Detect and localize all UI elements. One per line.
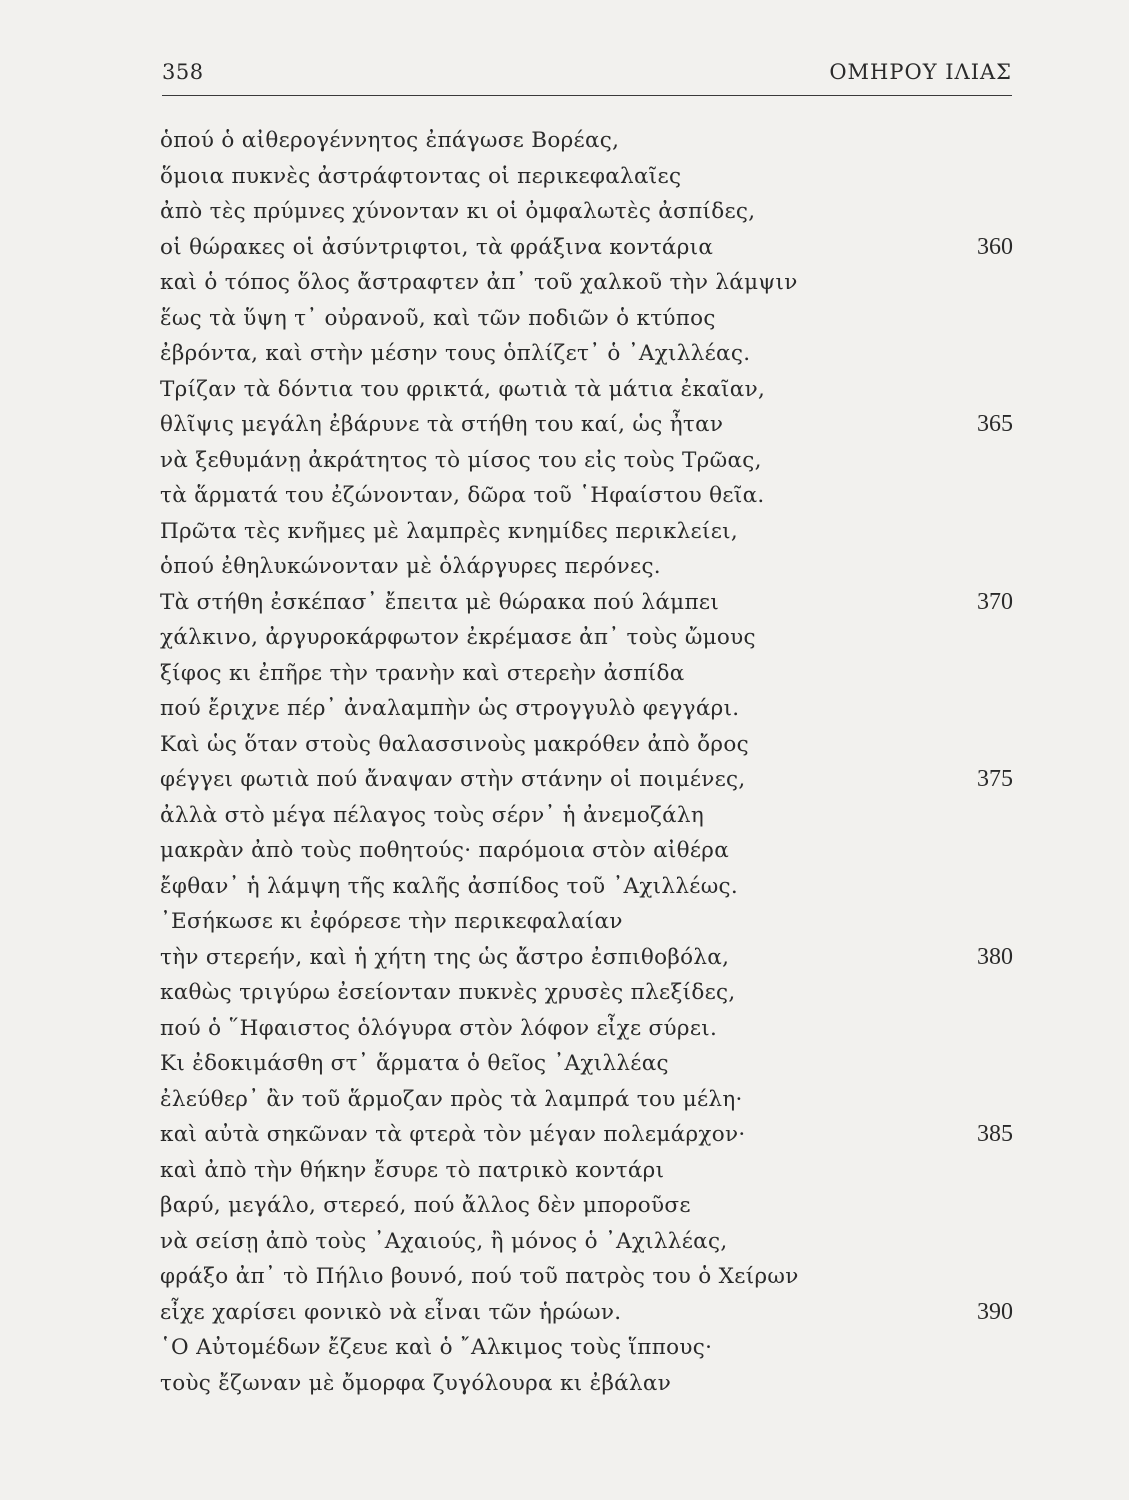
verse-line xyxy=(160,833,1015,869)
page-header xyxy=(162,56,1012,96)
verse-text: μακρὰν ἀπὸ τοὺς ποθητούς· παρόμοια στὸν αἰθέρα xyxy=(160,838,730,863)
verse-text: ὅμοια πυκνὲς ἀστράφτοντας οἱ περικεφαλαῖες xyxy=(160,163,682,189)
verse-text: βαρύ, μεγάλο, στερεό, πού ἄλλος δὲν μποροῦσε xyxy=(160,1193,691,1218)
verse-text: Τὰ στήθη ἐσκέπασ᾽ ἔπειτα μὲ θώρακα πού λάμπει xyxy=(160,589,720,615)
verse-text: οἱ θώρακες οἱ ἀσύντριφτοι, τὰ φράξινα κοντάρια xyxy=(160,234,714,260)
verse-line xyxy=(160,656,1015,692)
verse-text: ὁπού ὁ αἰθερογέννητος ἐπάγωσε Βορέας, xyxy=(160,128,620,153)
verse-text: Τρίζαν τὰ δόντια του φρικτά, φωτιὰ τὰ μάτια ἐκαῖαν, xyxy=(160,376,766,402)
verse-text: ᾽Εσήκωσε κι ἐφόρεσε τὴν περικεφαλαίαν xyxy=(160,909,623,934)
verse-text: Καὶ ὡς ὅταν στοὺς θαλασσινοὺς μακρόθεν ἀπὸ ὄρος xyxy=(160,731,749,757)
verse-line xyxy=(160,904,1015,940)
verse-line xyxy=(160,1330,1015,1366)
verse-line xyxy=(160,762,1015,798)
verse-line xyxy=(160,230,1015,266)
verse-line xyxy=(160,336,1015,372)
verse-text: ὁπού ἐθηλυκώνονταν μὲ ὁλάργυρες περόνες. xyxy=(160,554,661,579)
verse-line xyxy=(160,585,1015,621)
verse-line xyxy=(160,1011,1015,1047)
verse-text: νὰ ξεθυμάνῃ ἀκράτητος τὸ μίσος του εἰς τοὺς Τρῶας, xyxy=(160,447,762,473)
verse-line xyxy=(160,265,1015,301)
verse-text: φράξο ἀπ᾽ τὸ Πήλιο βουνό, πού τοῦ πατρὸς του ὁ Χείρων xyxy=(160,1264,799,1289)
verse-line xyxy=(160,1082,1015,1118)
verse-text: ξίφος κι ἐπῆρε τὴν τρανὴν καὶ στερεὴν ἀσπίδα xyxy=(160,660,685,686)
verse-line xyxy=(160,798,1015,834)
verse-text: πού ὁ ῞Ηφαιστος ὁλόγυρα στὸν λόφον εἶχε σύρει. xyxy=(160,1015,718,1041)
verse-line xyxy=(160,1046,1015,1082)
verse-block xyxy=(160,123,1015,1401)
page-number: 358 xyxy=(162,60,204,84)
verse-text: εἶχε χαρίσει φονικὸ νὰ εἶναι τῶν ἡρώων. xyxy=(160,1299,622,1325)
verse-line xyxy=(160,975,1015,1011)
running-title: ΟΜΗΡΟΥ ΙΛΙΑΣ xyxy=(829,60,1012,84)
verse-text: ἔφθαν᾽ ἡ λάμψη τῆς καλῆς ἀσπίδος τοῦ ᾽Αχιλλέως. xyxy=(160,873,739,899)
verse-line xyxy=(160,372,1015,408)
verse-text: καὶ αὐτὰ σηκῶναν τὰ φτερὰ τὸν μέγαν πολεμάρχον· xyxy=(160,1122,746,1147)
verse-line xyxy=(160,1153,1015,1189)
verse-line xyxy=(160,620,1015,656)
verse-line xyxy=(160,1366,1015,1402)
line-number: 390 xyxy=(977,1298,1013,1325)
verse-text: τοὺς ἔζωναν μὲ ὄμορφα ζυγόλουρα κι ἐβάλαν xyxy=(160,1370,672,1396)
verse-line xyxy=(160,1295,1015,1331)
verse-line xyxy=(160,1117,1015,1153)
verse-line xyxy=(160,549,1015,585)
verse-line xyxy=(160,727,1015,763)
verse-line xyxy=(160,691,1015,727)
header-rule xyxy=(162,95,1012,96)
verse-line xyxy=(160,194,1015,230)
verse-text: πού ἔριχνε πέρ᾽ ἀναλαμπὴν ὡς στρογγυλὸ φεγγάρι. xyxy=(160,696,740,721)
verse-text: Κι ἐδοκιμάσθη στ᾽ ἅρματα ὁ θεῖος ᾽Αχιλλέας xyxy=(160,1051,669,1076)
verse-line xyxy=(160,1259,1015,1295)
line-number: 360 xyxy=(977,233,1013,260)
verse-text: τὰ ἅρματά του ἐζώνονταν, δῶρα τοῦ ῾Ηφαίστου θεῖα. xyxy=(160,483,765,508)
verse-text: χάλκινο, ἀργυροκάρφωτον ἐκρέμασε ἀπ᾽ τοὺς ὤμους xyxy=(160,625,756,650)
verse-line xyxy=(160,159,1015,195)
verse-text: νὰ σείσῃ ἀπὸ τοὺς ᾽Αχαιούς, ἢ μόνος ὁ ᾽Αχιλλέας, xyxy=(160,1228,728,1254)
verse-line xyxy=(160,478,1015,514)
line-number: 370 xyxy=(977,588,1013,615)
verse-line xyxy=(160,940,1015,976)
verse-text: ἐβρόντα, καὶ στὴν μέσην τους ὁπλίζετ᾽ ὁ ᾽Αχιλλέας. xyxy=(160,341,751,366)
verse-text: ῾Ο Αὐτομέδων ἔζευε καὶ ὁ ῎Αλκιμος τοὺς ἵππους· xyxy=(160,1335,713,1360)
verse-text: ἕως τὰ ὕψη τ᾽ οὐρανοῦ, καὶ τῶν ποδιῶν ὁ κτύπος xyxy=(160,305,716,331)
line-number: 365 xyxy=(977,411,1013,437)
verse-text: ἀπὸ τὲς πρύμνες χύνονταν κι οἱ ὀμφαλωτὲς ἀσπίδες, xyxy=(160,199,756,224)
verse-line xyxy=(160,1188,1015,1224)
verse-text: Πρῶτα τὲς κνῆμες μὲ λαμπρὲς κνημίδες περικλείει, xyxy=(160,518,739,544)
verse-line xyxy=(160,1224,1015,1260)
verse-text: καὶ ὁ τόπος ὅλος ἄστραφτεν ἀπ᾽ τοῦ χαλκοῦ τὴν λάμψιν xyxy=(160,270,798,295)
line-number: 385 xyxy=(977,1121,1013,1147)
verse-line xyxy=(160,407,1015,443)
verse-text: ἀλλὰ στὸ μέγα πέλαγος τοὺς σέρν᾽ ἡ ἀνεμοζάλη xyxy=(160,802,705,828)
verse-text: τὴν στερεήν, καὶ ἡ χήτη της ὡς ἄστρο ἐσπιθοβόλα, xyxy=(160,944,730,970)
verse-line xyxy=(160,514,1015,550)
verse-text: θλῖψις μεγάλη ἐβάρυνε τὰ στήθη του καί, ὡς ἦταν xyxy=(160,412,724,437)
verse-line xyxy=(160,443,1015,479)
verse-line xyxy=(160,869,1015,905)
verse-text: φέγγει φωτιὰ πού ἄναψαν στὴν στάνην οἱ ποιμένες, xyxy=(160,767,746,792)
verse-text: ἐλεύθερ᾽ ἂν τοῦ ἅρμοζαν πρὸς τὰ λαμπρά του μέλη· xyxy=(160,1086,743,1112)
line-number: 375 xyxy=(977,766,1013,792)
verse-text: καθὼς τριγύρω ἐσείονταν πυκνὲς χρυσὲς πλεξίδες, xyxy=(160,980,736,1005)
line-number: 380 xyxy=(977,943,1013,970)
verse-line xyxy=(160,123,1015,159)
verse-text: καὶ ἀπὸ τὴν θήκην ἔσυρε τὸ πατρικὸ κοντάρι xyxy=(160,1157,665,1183)
verse-line xyxy=(160,301,1015,337)
